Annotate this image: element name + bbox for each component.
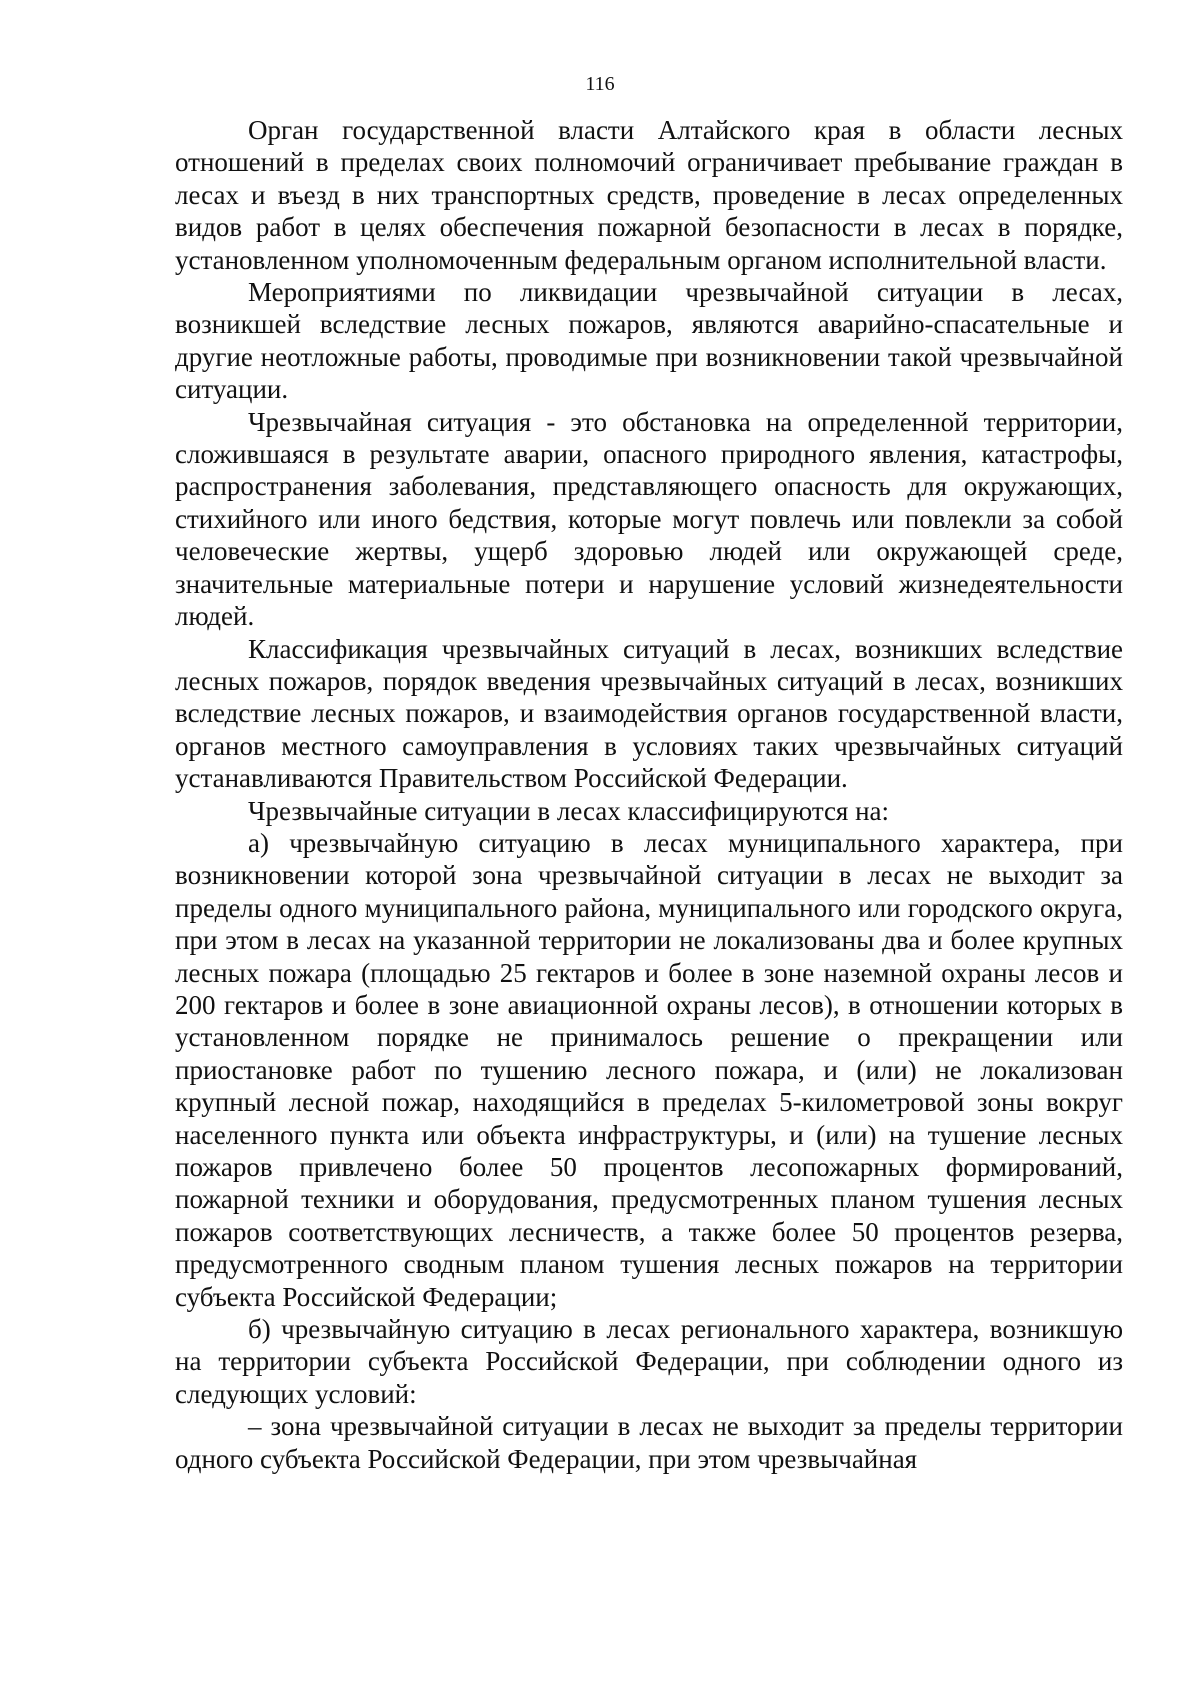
- document-body: [175, 114, 1123, 1475]
- list-item-regional-condition: – зона чрезвычайной ситуации в лесах не выходит за пределы территории одного субъекта Российской Федерации, при этом чрезвычайная: [175, 1411, 1123, 1474]
- paragraph-emergency-definition: Чрезвычайная ситуация - это обстановка на определенной территории, сложившаяся в результате аварии, опасного природного явления, катастрофы, распространения заболевания, представляющего опасность для окружающих, стихийного или иного бедствия, которые могут повлечь или повлекли за собой человеческие жертвы, ущерб здоровью людей или окружающей среде, значительные материальные потери и нарушение условий жизнедеятельности людей.: [175, 406, 1123, 632]
- list-item-municipal: а) чрезвычайную ситуацию в лесах муниципального характера, при возникновении которой зона чрезвычайной ситуации в лесах не выходит за пределы одного муниципального района, муниципального или городского округа, при этом в лесах на указанной территории не локализованы два и более крупных лесных пожара (площадью 25 гектаров и более в зоне наземной охраны лесов и 200 гектаров и более в зоне авиационной охраны лесов), в отношении которых в установленном порядке не принималось решение о прекращении или приостановке работ по тушению лесного пожара, и (или) не локализован крупный лесной пожар, находящийся в пределах 5-километровой зоны вокруг населенного пункта или объекта инфраструктуры, и (или) на тушение лесных пожаров привлечено более 50 процентов лесопожарных формирований, пожарной техники и оборудования, предусмотренных планом тушения лесных пожаров соответствующих лесничеств, а также более 50 процентов резерва, предусмотренного сводным планом тушения лесных пожаров на территории субъекта Российской Федерации;: [175, 827, 1123, 1312]
- page-number: 116: [585, 73, 615, 95]
- paragraph-emergency-measures: Мероприятиями по ликвидации чрезвычайной ситуации в лесах, возникшей вследствие лесных пожаров, являются аварийно-спасательные и другие неотложные работы, проводимые при возникновении такой чрезвычайной ситуации.: [175, 277, 1123, 405]
- list-item-regional: б) чрезвычайную ситуацию в лесах регионального характера, возникшую на территории субъекта Российской Федерации, при соблюдении одного из следующих условий:: [175, 1314, 1123, 1409]
- paragraph-forest-restrictions: Орган государственной власти Алтайского края в области лесных отношений в пределах своих полномочий ограничивает пребывание граждан в лесах и въезд в них транспортных средств, проведение в лесах определенных видов работ в целях обеспечения пожарной безопасности в лесах в порядке, установленном уполномоченным федеральным органом исполнительной власти.: [175, 115, 1123, 275]
- paragraph-classification-authority: Классификация чрезвычайных ситуаций в лесах, возникших вследствие лесных пожаров, порядок введения чрезвычайных ситуаций в лесах, возникших вследствие лесных пожаров, и взаимодействия органов государственной власти, органов местного самоуправления в условиях таких чрезвычайных ситуаций устанавливаются Правительством Российской Федерации.: [175, 633, 1123, 794]
- paragraph-classification-intro: Чрезвычайные ситуации в лесах классифицируются на:: [248, 795, 890, 826]
